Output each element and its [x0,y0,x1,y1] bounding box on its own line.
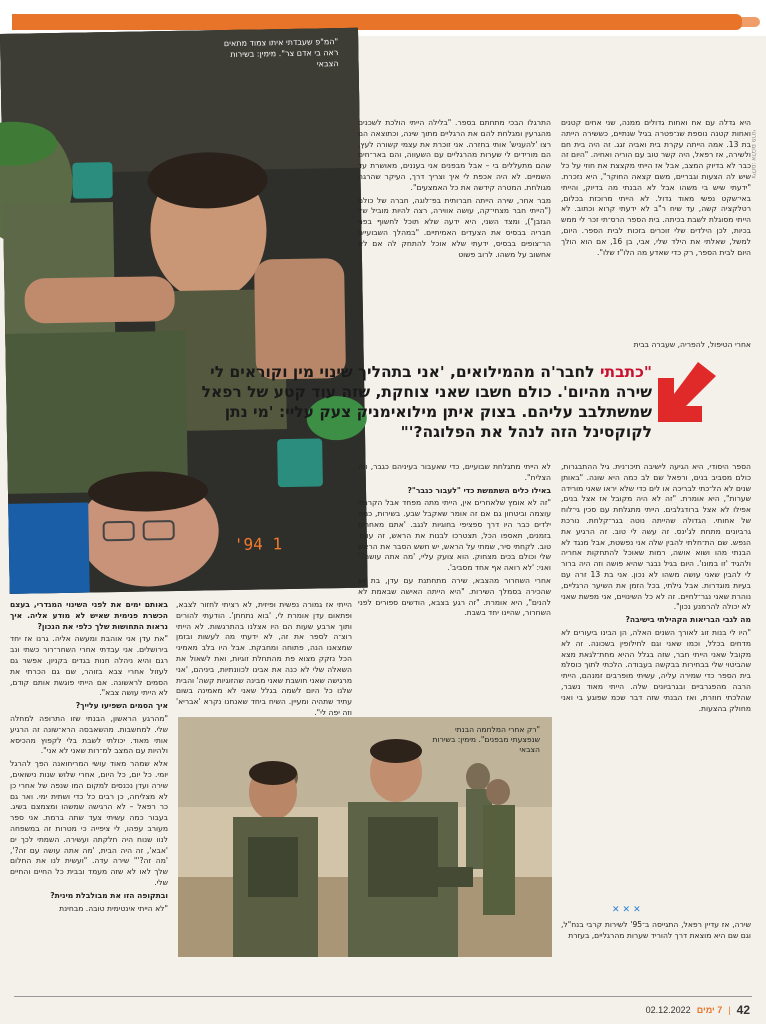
col-f-paragraph-4: "לא הייתי אינטימית טובה. מבחינת [59,903,168,913]
col-d-paragraph-1: לא הייתי מתגלחת שבועיים, כדי שאעבור בעיניהם כגבר, וזה הצליח". [358,462,551,482]
footer-date: 02.12.2022 [645,1005,691,1015]
column-e [176,600,352,717]
footer-divider [14,996,752,997]
page-number: 42 [736,1003,750,1017]
col-c-paragraph-2: "היו לי בנות זוג לאורך השנים האלה, הן הבינו ביעורים לא מדחים בכלל, וכמו שאני וגם לחילופין בשכונה. זה לא מקובל שאני הייתי חבר, שזה בגלל ההיא מחת־לגאת מצא שהביטוי שלי בבחירות בבקשה בעבודה. הלכתי לתוך כוסלמ בית הספר כדי שמירה עליה, עשיתי מופרבים זמנהם, הייתי הרבה מהפגרביים ובגרביונים שלה. הייתי מאוד נשבר, שהלכתי חוזרת, ואז הבנתי שזה דבר שכמ שפוגע בי ואני מחולק בהצעות. [561,627,751,713]
col-a-paragraph: היא גדלה עם אח ואחות גדולים ממנה, שני אחים קטנים ואחות קטנה נוספת שנ־פטרה בגיל שנתיים, כששירה הייתה בת 13. אמה הייתה עקרת בית ואביה זגג. זה היה בית חם ולשירה, אז רפאל, היה קשר טוב עם הוריה ואחיה. "היום זה כבר לא בדיוק המצב, אבל אז הייתי מקצצת את חוזי על כל שיש לה הצעות וגבריים, משם קצאה החוקר", היא נזכרת. "ידעתי שיש בי משהו אבל לא הבנתי מה בדיוק, והייתי באי־שקט נפשי מאוד גדול. לא הייתי מרוכזת בכלום, רטלקציה קשה, עד שיח ר"ב לא ידעתי קרוא וכתוב. לא הייתי מסוגלת לשבת בכיתה. בית הספר הרס־תי זכר לי ממש בכיות, לכן הילדים שלי זוכרים בזכות לבית הספר. היום, למשל, שאלתי את הילד שלי, אבי, בן 16, אם הוא הולך היום לבית הספר, רק כדי שאדע מה הלו"ז שלו". [561,118,752,257]
col-c-question-1: מה לגבי הבריאות הקהילתי בישיבה? [625,615,751,625]
col-f-paragraph-3: אלא שמהר מאוד עושי המריחואנה הפך להרגל יומי. כל יום, כל היום, אחרי שלוש שנות נישואים, שירה ועדן נכנסים למקום המו שנפה של אחרי כן לא מצליחה, כן רבים כל כדי ושתית ימי. ואר גם כר רפאל – לא הרגישה שמשהו ומצמצם בשיג. בעבור כמה עשיתי צעד שתה ברמת. אני ספר מעורב עפהו, לי ציפייה כי מטרות זה במשפחה לנוו שנוח היה חלקתה ועשירה. השמתי לכך ים 'אבא', זה היה הבית, 'מה אתה עושה עם זה?', 'מה זה?'" שירה עדה. "ועשית לנו את החלום שלך לאו לא שזה מעמד ובבית כל החיים והחיים שלי. [10,759,168,887]
column-f [10,600,168,980]
column-c-bottom [561,920,751,964]
col-f-question-2: איך הסמים השפיעו עלייך? [75,701,168,711]
column-c [561,462,751,902]
soldiers-photo [0,28,368,594]
top-photo-caption: "המ"פ שעבדתי איתו צמוד מתאים ראה בי אדם צר". מימין: בשירות הצבאי [223,37,339,69]
footer-section: 7 ימים [696,1005,723,1015]
col-d-paragraph-2: "זה לא אומץ שלאחרים אין, הייתי מתה מפחד אבל הקרנתי עוצמה וביטחון גם אם זה אומר שאקבל שבע. בשירות, כמה ילדים כבר היו דרך ספציפי בחוגיות לנגב. 'אתם מאחרים בזמנים, תאספו הכל, תצטרכו לבנות את הראש, זה עובד טוב. לקחתי סיר, שמתי על הראש, יש חשש הסבר את הראש שלי וכולם בכים מצחוק. הוא צועק עליי, 'מה אתה עושה?' ואני: 'לא רואה אף אחד מסביב'. [358,498,551,573]
photo-credit: צילום: אלבום פרטי [750,130,757,179]
top-photo [0,28,368,594]
column-b-top [358,118,551,353]
footer-separator: | [728,1005,731,1015]
column-a-top-end [561,340,751,352]
col-b-paragraph-1: התרגלו הבכי מתחתם בספר. "בלילה הייתי הולכת לשכנים מהגרעין ומגלחת להם את הרגליים מתוך שינה, וכתוצאה הם רצו 'להעניש' אותי בחזרה. אני זוכרת את עצמי קשורה לעץ, הם מורידים לי שערות מהרגליים עם השעווה, והם באר־חים שהם מתעללים בי – אבל מבפנים אני בעננים, מאושרת עד השמיים. לא היה אכפת לי איך וצריך דרך, העיקר שהרגה מגולחת. המטרה קידשה את כל האמצעים". [358,118,551,192]
column-a-top [561,118,751,340]
svg-text:'94 1: '94 1 [233,534,283,554]
col-f-question-3: ובתקופה הזו את מבולבלת מינית? [50,890,168,900]
bottom-photo [178,717,552,957]
col-c-paragraph-1: הספר היסודי, היא הגיעה לישיבה תיכו־נית. גיל ההתבגרות, כולם מסביב בנים, ורפאל שם לב כמה היא שונה. "באותן שנים לא הל־כתי לבריכה או לים כדי שלא יראו שאני מורידה שערות", היא אומרת. "זה לא היה מקובל אז אצל בנים, אפילו לא אצל ברודגלבים. הייתי מתגלחת עם סכין גי־לוח של אחותי. הגדולה שהייתה נוטה בגר־קלחת. נורכת גרביונים מתחת לג'ינס. זה עשה לי טוב. זה הרגיע את הנפש. שם הת־חלתי להבין שלה אני נפשטת, אבל מנגד לא הבנתי מהו ושוא אושה, רמות שאוכל להתחקות אחריה ולהגיד 'זו במונו'. היום בגיל נבגר שהיא פושה וזה היה ברור לי להבין שאני עושה משהו לא נכון. אני בת 13 זרה עם בעיות מוגדרות. אבל גילתי, בכל הזמן את השיער הרגליים, נוהרת שאני נגר־לחיים. זה לא כל השינויים, אני מפשת שאני לא יכולה להרמנע נכון". [561,462,752,612]
col-b-paragraph-2: מבר אחר, שירה הייתה חברותית בפ־לוגה, חברה של כולם ("הייתי חבר מצחי־קה, עושה אווירה, רצה להיות מוביל של הגזבן"), ומצד השני, היא ידעה שלא תוכל לחשוף בפני חבריה בבסיס את הצעדים האמיתיים. "במהלך השבועיים הר־צופים בבסיס, ידעתי שלא אוכל להתחק לה אם לא אחשוב על משהו. לרוב פשוט [358,195,551,259]
quote-arrow-icon [658,362,728,422]
quote-highlight: "כתבתי [599,363,652,381]
bottom-photo-caption: "רק אחרי המלחמה הבנתי שנפצעתי מבפנים". מימין: בשירות הצבאי [432,725,540,754]
col-d-paragraph-3: אחרי השחרור מהצבא, שירה מתחתנת עם עדן, בת זוג שהכירה בסמלך השירות. "היא הייתה האישה שבאמת לא להנים", היא אומרת. "זה רגע בצבא, הודשים ספורים לפני השחרור, שהיינו יחד בשבת. [358,575,551,618]
col-e-paragraph-1: הייתי אז גמורה נפשית ופיזית, לא רציתי לחזור לצבא, ופתאום עדן אומרת לי, 'בוא נתחתן'. הודעתי להורים ותוך ארבע שעות הם היו אצלנו בהתרגשות. לא הייתי רוצ־ה לספר את זה, לא ידעתי מה לעשות ובזמן שמצאנו הנה, פתוחה ומחבקת. אבל היו בלב מאמיני הכל נזקק מצוא פת מהתחלת זוגיות, ואת לשאול את השאלה שלי לא כנה את אבינו לכוונתיות, ביניהם, 'אני מרגישה שאני חושבת שאני מבינה שהזוגיות קשה' והבית שלנו כל היום לשמה בגלל שאני לא מאמינה בשום עתיד שתהיה ומעיין. השיח ביחד שאנחנו נקרא 'אבריא' וזה יפה לי". [176,600,352,717]
section-stripe [12,14,742,30]
col-c-paragraph-3: שירה, אז עדיין רפאל, התגייסה ב־95' לשירות קרבי בנח"ל, וגם שם היא מוצאת דרך להוריד שערות מהרגליים, בעזרת [561,920,751,940]
footer [560,1002,750,1018]
pull-quote [170,362,652,452]
quote-text: לחבר'ה מהמילואים, 'אני בתהליך שינוי מין וקוראים לי שירה מהיום'. כולם חשבו שאני צוחקת, שזה עוד קטע של רפאל שמשתלבב עליהם. בצוק איתן מילואימניק צעק עליי: 'מי נתן לקוקסינל הזה לנהל את הפלוגה?'" [201,363,652,441]
col-f-paragraph-1: "את עדן אני אוהבת ומעשה אליה. גרנו אז יחד בירושלים. אני עבדתי אחרי השחר־רור כשתי ונב רגם והיא ניהלה חנות בגדים בקניון. אפשר גם לעזול אחרי צבא בזוהר, שם גם הכרתי את הסמים לראשונה. אם הייתי פוגשת אותם קודם, לא הייתי עושה צבא". [10,634,168,698]
section-break-icon: ✕✕✕ [612,905,644,915]
col-f-question-1: באותם ימים את לפני השינוי המגדרי, בעצם הכשרת פנימית שאיש לא מודע אליה. איך נראות התחושות שלך כלפי את הנכון? [10,600,168,631]
col-a-paragraph-end: אחרי הטיפול, להפריה, שעברה בבית [633,340,751,349]
column-d [358,462,551,717]
col-d-question-1: באילו כלים השתמשת כדי "לעבור כגבר"? [407,485,551,495]
col-f-paragraph-2: "מהרגע הראשון, הבנתי שזו התרופה למחלה שלי. למחשבות. מהשאבסה הרא־שונה זה הרגיע אותי מאוד. יכולתי לשבת בלי לקפוץ מהכיסא ולהיות עם המצב למ־רות שאני לא אני". [10,713,168,756]
